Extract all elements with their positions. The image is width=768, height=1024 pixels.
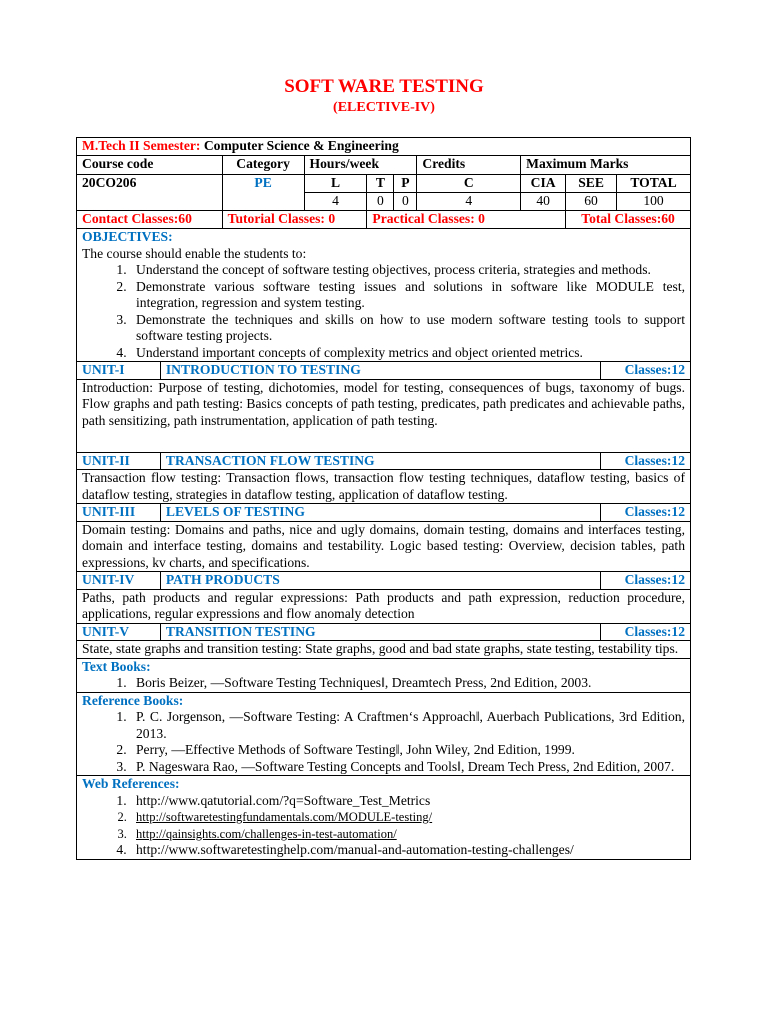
p-value: 0 — [394, 192, 417, 210]
unit-content: Transaction flow testing: Transaction flows, transaction flow testing techniques, dataflow testing, basics of dataflow testing, strategies in dataflow testing, application of dataflow testing. — [77, 470, 691, 504]
list-item: 2. Perry, ―Effective Methods of Software Testing‖, John Wiley, 2nd Edition, 1999. — [130, 742, 685, 759]
unit-title: TRANSACTION FLOW TESTING — [160, 452, 600, 470]
unit-id: UNIT-IV — [77, 572, 161, 590]
syllabus-table — [76, 228, 691, 860]
text-books-heading: Text Books: — [82, 658, 151, 674]
semester-label: M.Tech II Semester: — [82, 138, 201, 153]
see-label: SEE — [566, 174, 617, 192]
unit-id: UNIT-III — [77, 504, 161, 522]
list-item: 3. P. Nageswara Rao, ―Software Testing Concepts and Tools‖, Dream Tech Press, 2nd Edition, 2007. — [130, 759, 685, 776]
unit-content: Domain testing: Domains and paths, nice and ugly domains, domain testing, domains and interfaces testing, domain and interface testing, domains and testability. Logic based testing: Overview, decision tables, path expressions, kv charts, and specifications. — [77, 521, 691, 572]
max-marks-header: Maximum Marks — [521, 156, 691, 174]
unit-id: UNIT-I — [77, 362, 161, 380]
p-label: P — [394, 174, 417, 192]
text-books-section — [77, 658, 691, 692]
unit-id: UNIT-II — [77, 452, 161, 470]
see-value: 60 — [566, 192, 617, 210]
cia-value: 40 — [521, 192, 566, 210]
l-value: 4 — [304, 192, 367, 210]
credits-header: Credits — [417, 156, 521, 174]
total-classes: Total Classes:60 — [566, 211, 691, 229]
unit-content: Paths, path products and regular expressions: Path products and path expression, reduction procedure, applications, regular expressions and flow anomaly detection — [77, 589, 691, 623]
reference-books-list — [82, 709, 685, 775]
text-books-list — [82, 675, 685, 692]
unit-classes: Classes:12 — [601, 452, 691, 470]
objectives-heading: OBJECTIVES: — [82, 229, 173, 244]
web-reference-link[interactable]: 2. http://softwaretestingfundamentals.com/MODULE-testing/ — [130, 809, 685, 826]
list-item: 4. http://www.softwaretestinghelp.com/manual-and-automation-testing-challenges/ — [130, 842, 685, 859]
t-value: 0 — [367, 192, 394, 210]
total-value: 100 — [617, 192, 691, 210]
objectives-intro: The course should enable the students to: — [82, 245, 307, 261]
category-value: PE — [222, 174, 304, 211]
list-item: 4. Understand important concepts of complexity metrics and object oriented metrics. — [130, 345, 685, 362]
unit-classes: Classes:12 — [601, 623, 691, 641]
web-reference-link[interactable]: 3. http://qainsights.com/challenges-in-test-automation/ — [130, 826, 685, 843]
web-references-list — [82, 793, 685, 859]
unit-classes: Classes:12 — [601, 362, 691, 380]
list-item: 1. http://www.qatutorial.com/?q=Software_Test_Metrics — [130, 793, 685, 810]
practical-classes: Practical Classes: 0 — [367, 211, 566, 229]
unit-title: INTRODUCTION TO TESTING — [160, 362, 600, 380]
semester-row — [77, 138, 691, 156]
unit-classes: Classes:12 — [601, 504, 691, 522]
unit-classes: Classes:12 — [601, 572, 691, 590]
tutorial-classes: Tutorial Classes: 0 — [222, 211, 367, 229]
unit-title: PATH PRODUCTS — [160, 572, 600, 590]
t-label: T — [367, 174, 394, 192]
department: Computer Science & Engineering — [203, 138, 399, 153]
list-item: 3. Demonstrate the techniques and skills on how to use modern software testing tools to support software testing projects. — [130, 312, 685, 345]
list-item: 2. Demonstrate various software testing issues and solutions in software like MODULE test, integration, regression and system testing. — [130, 279, 685, 312]
cia-label: CIA — [521, 174, 566, 192]
contact-classes: Contact Classes:60 — [77, 211, 223, 229]
unit-title: LEVELS OF TESTING — [160, 504, 600, 522]
list-item: 1. P. C. Jorgenson, ―Software Testing: A Craftmen‘s Approach‖, Auerbach Publications, 3rd Edition, 2013. — [130, 709, 685, 742]
list-item: 1. Boris Beizer, ―Software Testing Techniques‖, Dreamtech Press, 2nd Edition, 2003. — [130, 675, 685, 692]
unit-title: TRANSITION TESTING — [160, 623, 600, 641]
objectives-list — [82, 262, 685, 361]
total-label: TOTAL — [617, 174, 691, 192]
unit-content: State, state graphs and transition testing: State graphs, good and bad state graphs, state testing, testability tips. — [77, 641, 691, 659]
course-title: SOFT WARE TESTING — [284, 76, 484, 97]
list-item: 1. Understand the concept of software testing objectives, process criteria, strategies and methods. — [130, 262, 685, 279]
web-references-section — [77, 776, 691, 860]
objectives-section — [77, 229, 691, 362]
course-info-table — [76, 137, 691, 229]
course-subtitle: (ELECTIVE-IV) — [333, 100, 435, 115]
category-header: Category — [222, 156, 304, 174]
web-references-heading: Web References: — [82, 776, 180, 791]
hours-header: Hours/week — [304, 156, 417, 174]
course-code-header: Course code — [77, 156, 223, 174]
l-label: L — [304, 174, 367, 192]
reference-books-heading: Reference Books: — [82, 692, 184, 708]
unit-content: Introduction: Purpose of testing, dichotomies, model for testing, consequences of bugs, taxonomy of bugs. Flow graphs and path testing: Basics concepts of path testing, predicates, path predicates and achievable paths, path sensitizing, path instrumentation, application of path testing. — [77, 379, 691, 452]
reference-books-section — [77, 692, 691, 776]
unit-id: UNIT-V — [77, 623, 161, 641]
c-label: C — [417, 174, 521, 192]
c-value: 4 — [417, 192, 521, 210]
course-code-value: 20CO206 — [77, 174, 223, 211]
